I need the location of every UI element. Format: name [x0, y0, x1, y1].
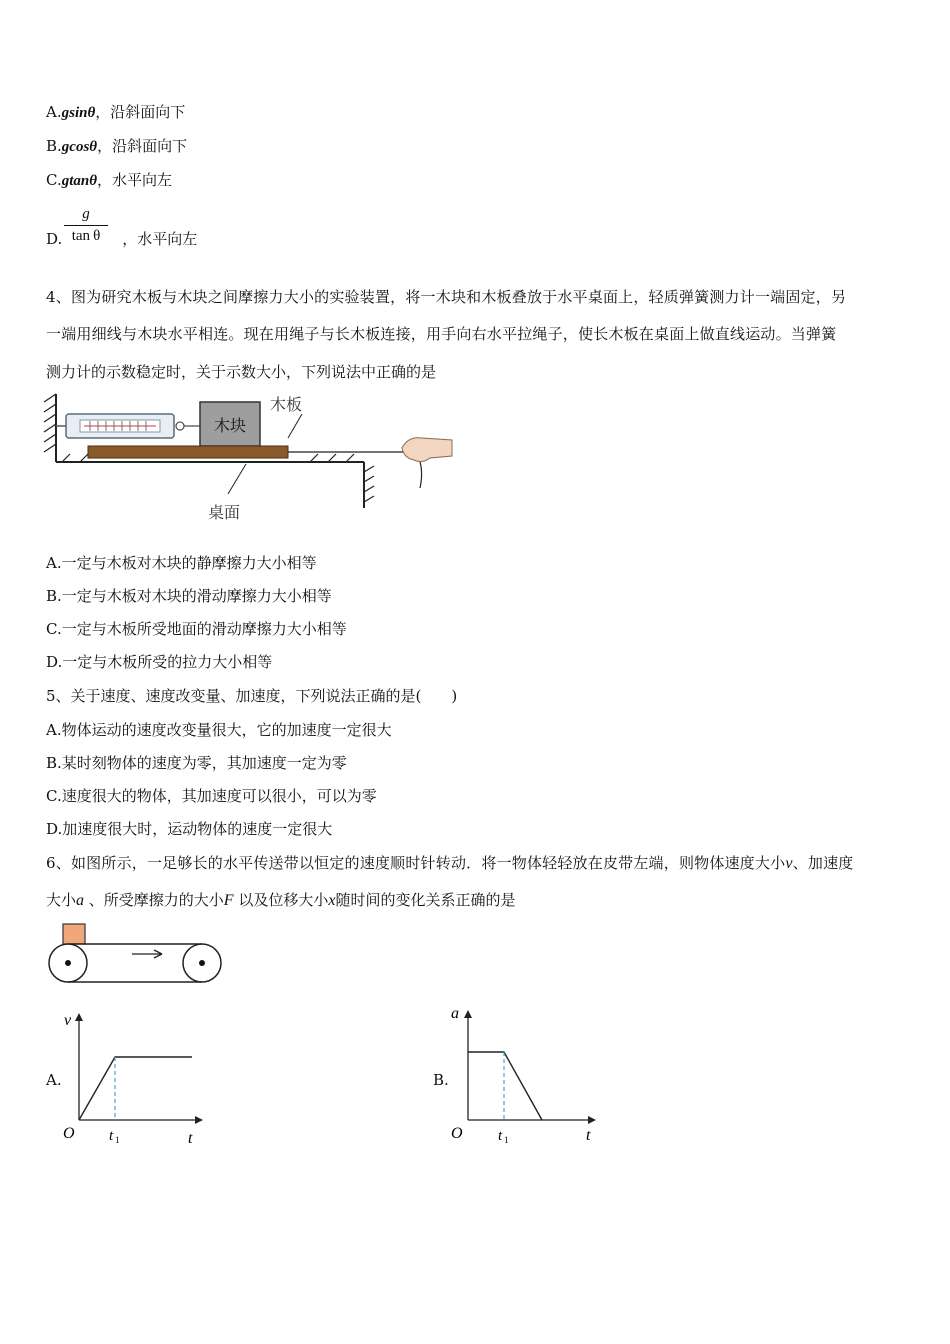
x-axis-label: t	[188, 1130, 193, 1147]
q4-stem-line1: 4、图为研究木板与木块之间摩擦力大小的实验装置，将一木块和木板叠放于水平桌面上，轻质弹簧测力计一端固定，另	[46, 288, 847, 306]
origin-label: O	[63, 1125, 75, 1142]
var-a: a	[76, 892, 85, 909]
q6-graph-b-acceleration-time	[446, 1000, 601, 1150]
q6-stem-line1: 6、如图所示，一足够长的水平传送带以恒定的速度顺时针转动．将一物体轻轻放在皮带左端，则物体速度大小v、加速度	[46, 854, 854, 872]
acceleration-curve	[468, 1052, 542, 1120]
q5-option-d: D.加速度很大时，运动物体的速度一定很大	[46, 820, 333, 838]
q4-option-d: D.一定与木板所受的拉力大小相等	[46, 653, 273, 671]
wood-board-label: 木板	[270, 395, 303, 414]
table-label: 桌面	[208, 503, 241, 522]
q4-option-b: B.一定与木板对木块的滑动摩擦力大小相等	[46, 587, 332, 605]
q4-stem-line2: 一端用细线与木块水平相连。现在用绳子与长木板连接，用手向右水平拉绳子，使长木板在桌面上做直线运动。当弹簧	[46, 325, 837, 343]
q5-option-c: C.速度很大的物体，其加速度可以很小，可以为零	[46, 787, 377, 805]
q6-option-b-label: B.	[433, 1071, 449, 1089]
t1-label: t	[498, 1128, 503, 1144]
wood-board	[88, 446, 288, 458]
belt-object	[63, 924, 85, 944]
q4-friction-apparatus-figure	[40, 390, 460, 525]
q3-option-a-expr: gsinθ	[61, 105, 96, 121]
q5-option-b: B.某时刻物体的速度为零，其加速度一定为零	[46, 754, 347, 772]
var-v: v	[785, 855, 793, 872]
q6-stem-line2: 大小a 、所受摩擦力的大小F 以及位移大小x随时间的变化关系正确的是	[46, 891, 516, 909]
q4-option-a: A.一定与木板对木块的静摩擦力大小相等	[46, 554, 317, 572]
q4-option-c: C.一定与木板所受地面的滑动摩擦力大小相等	[46, 620, 347, 638]
q4-stem-line3: 测力计的示数稳定时，关于示数大小，下列说法中正确的是	[46, 363, 437, 381]
y-axis-label: v	[64, 1012, 72, 1029]
velocity-curve	[79, 1057, 192, 1120]
q3-option-d: D. ，水平向左	[46, 230, 198, 248]
q3-option-c: C.gtanθ，水平向左	[46, 171, 173, 189]
origin-label: O	[451, 1125, 463, 1142]
q6-graph-a-velocity-time	[58, 1003, 208, 1151]
q5-option-a: A.物体运动的速度改变量很大，它的加速度一定很大	[46, 721, 392, 739]
wood-block-label: 木块	[213, 416, 247, 435]
q5-stem: 5、关于速度、速度改变量、加速度，下列说法正确的是( )	[46, 687, 458, 705]
t1-label: t	[109, 1128, 114, 1144]
q3-option-b-expr: gcosθ	[61, 139, 98, 155]
var-F: F	[223, 892, 234, 909]
fraction-numerator: g	[82, 206, 90, 222]
conveyor-belt-figure	[44, 920, 230, 984]
fraction-denominator: tan θ	[71, 228, 101, 244]
x-axis-label: t	[586, 1127, 591, 1144]
q3-option-a: A.gsinθ，沿斜面向下	[46, 103, 186, 121]
q6-option-a-label: A.	[46, 1071, 62, 1089]
t1-subscript: 1	[115, 1135, 120, 1145]
t1-subscript: 1	[504, 1135, 509, 1145]
y-axis-label: a	[451, 1005, 459, 1022]
q3-option-c-expr: gtanθ	[61, 173, 98, 189]
spring-scale	[56, 414, 200, 438]
fraction-bar	[64, 225, 108, 226]
var-x: x	[328, 892, 336, 909]
hand-icon	[402, 438, 452, 462]
q3-option-b: B.gcosθ，沿斜面向下	[46, 137, 188, 155]
